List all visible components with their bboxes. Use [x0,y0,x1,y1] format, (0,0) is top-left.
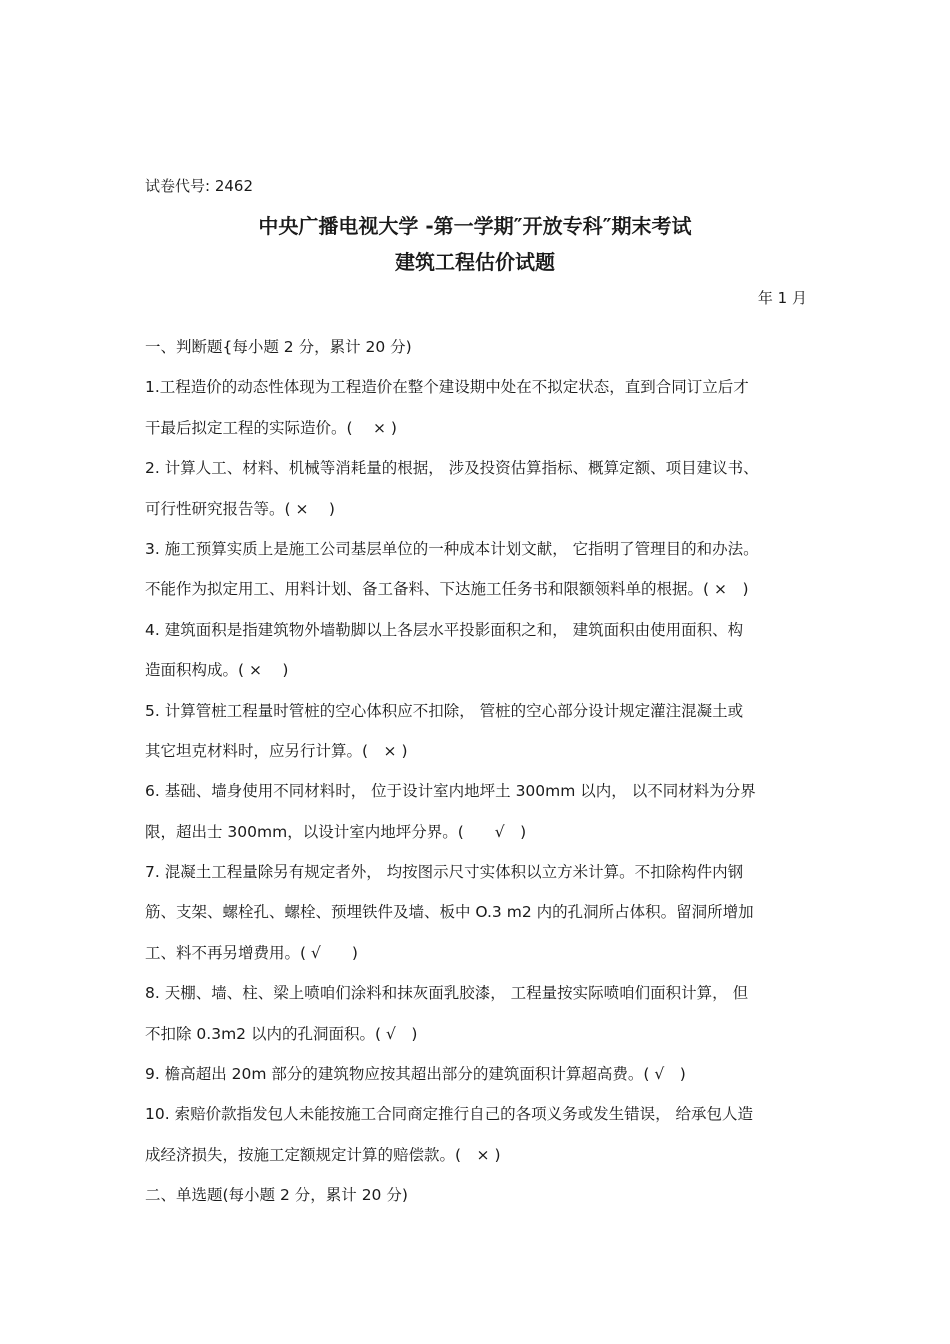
exam-title: 中央广播电视大学 -第一学期″开放专科″期末考试 [258,214,692,238]
question-line: 限，超出士 300mm，以设计室内地坪分界。( √ ) [145,822,527,841]
question-line: 干最后拟定工程的实际造价。( × ) [145,418,397,437]
question-line: 1.工程造价的动态性体现为工程造价在整个建设期中处在不拟定状态，直到合同订立后才 [145,378,749,397]
exam-subject-title: 建筑工程估价试题 [395,250,555,274]
question-line: 2. 计算人工、材料、机械等消耗量的根据， 涉及投资估算指标、概算定额、项目建议书、 [145,459,759,478]
question-line: 造面积构成。( × ) [145,661,289,680]
question-line: 不能作为拟定用工、用料计划、备工备料、下达施工任务书和限额领料单的根据。( × ) [145,580,749,599]
question-line: 5. 计算管桩工程量时管桩的空心体积应不扣除， 管桩的空心部分设计规定灌注混凝土或 [145,701,744,720]
question-line: 9. 檐高超出 20m 部分的建筑物应按其超出部分的建筑面积计算超高费。( √ ) [145,1065,686,1084]
question-line: 筋、支架、螺栓孔、螺栓、预埋铁件及墙、板中 O.3 m2 内的孔洞所占体积。留洞所增加 [145,903,754,922]
paper-code: 试卷代号: 2462 [145,177,253,195]
section-heading-single-choice: 二、单选题(每小题 2 分，累计 20 分) [145,1186,408,1205]
question-line: 8. 天棚、墙、柱、梁上喷咱们涂料和抹灰面乳胶漆， 工程量按实际喷咱们面积计算， 但 [145,984,749,1003]
question-line: 10. 索赔价款指发包人未能按施工合同商定推行自己的各项义务或发生错误， 给承包人造 [145,1105,754,1124]
exam-body [145,327,820,1216]
question-line: 6. 基础、墙身使用不同材料时， 位于设计室内地坪土 300mm 以内， 以不同材料为分界 [145,782,756,801]
question-line: 工、料不再另增费用。( √ ) [145,943,358,962]
question-line: 成经济损失，按施工定额规定计算的赔偿款。( × ) [145,1145,501,1164]
question-line: 可行性研究报告等。( × ) [145,499,335,518]
question-line: 3. 施工预算实质上是施工公司基层单位的一种成本计划文献， 它指明了管理目的和办法。 [145,539,759,558]
question-line: 4. 建筑面积是指建筑物外墙勒脚以上各层水平投影面积之和， 建筑面积由使用面积、构 [145,620,744,639]
question-line: 7. 混凝土工程量除另有规定者外， 均按图示尺寸实体积以立方米计算。不扣除构件内钢 [145,863,744,882]
question-line: 不扣除 0.3m2 以内的孔洞面积。( √ ) [145,1024,418,1043]
section-heading-true-false: 一、判断题{每小题 2 分，累计 20 分) [145,338,412,356]
question-line: 其它坦克材料时，应另行计算。( × ) [145,741,408,760]
exam-date: 年 1 月 [757,289,807,307]
